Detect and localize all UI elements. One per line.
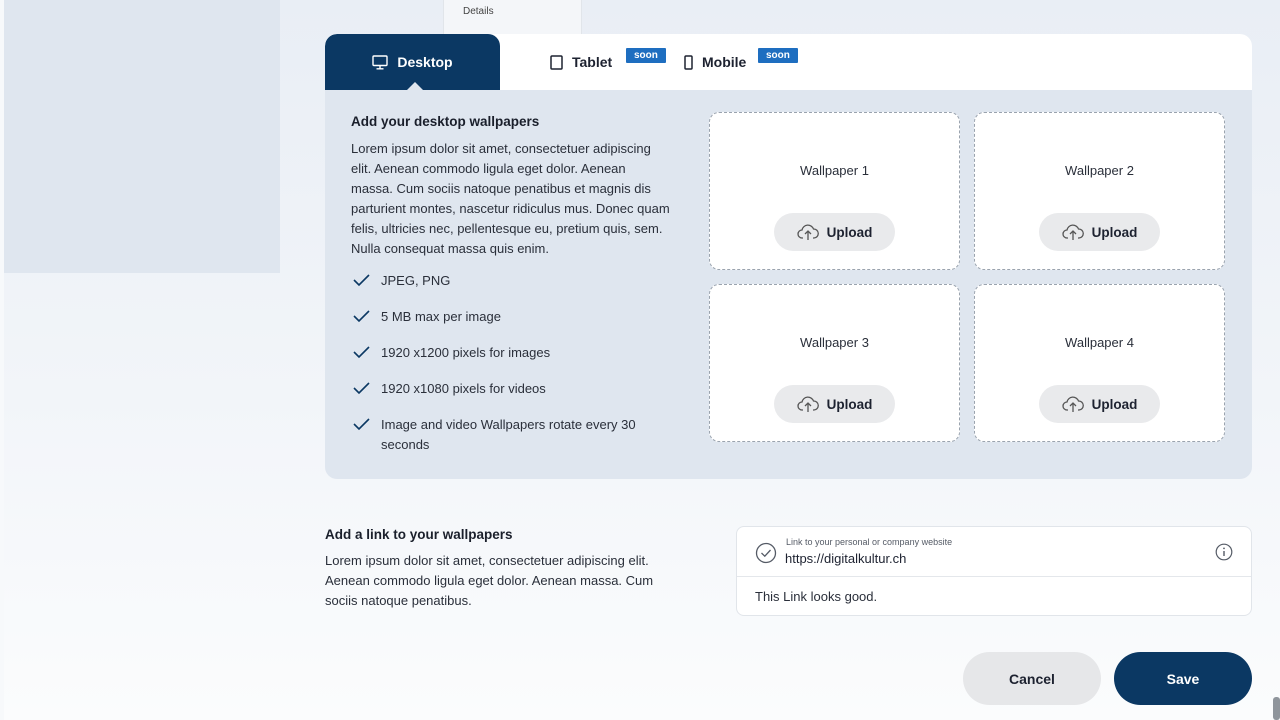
- wallpaper-title: Wallpaper 1: [800, 163, 869, 178]
- device-tabbar: [325, 34, 1252, 90]
- save-button[interactable]: Save: [1114, 652, 1252, 705]
- cloud-upload-icon: [797, 223, 819, 241]
- upload-label: Upload: [1091, 396, 1138, 412]
- tablet-icon: [550, 55, 563, 70]
- check-icon: [353, 273, 370, 287]
- requirement-text: Image and video Wallpapers rotate every 30 seconds: [381, 417, 636, 452]
- link-title: Add a link to your wallpapers: [325, 527, 513, 542]
- wallpaper-slot-1[interactable]: [709, 112, 960, 270]
- website-link-input[interactable]: [785, 551, 1205, 566]
- requirement-item: [351, 307, 671, 343]
- side-panel: [4, 0, 280, 273]
- wallpaper-title: Wallpaper 4: [1065, 335, 1134, 350]
- link-status-message: This Link looks good.: [755, 589, 878, 604]
- link-field-label: Link to your personal or company website: [786, 537, 953, 547]
- link-section-description: [325, 527, 675, 611]
- tab-mobile-label: Mobile: [702, 54, 747, 70]
- wallpaper-title: Wallpaper 3: [800, 335, 869, 350]
- check-circle-icon: [755, 542, 777, 564]
- upload-label: Upload: [826, 224, 873, 240]
- check-icon: [353, 417, 370, 431]
- requirement-item: [351, 271, 671, 307]
- requirement-text: 1920 x1080 pixels for videos: [381, 381, 546, 396]
- tablet-soon-badge: soon: [626, 48, 666, 63]
- info-icon[interactable]: [1215, 543, 1233, 561]
- link-field: [737, 527, 1251, 577]
- tab-tablet-label: Tablet: [572, 54, 613, 70]
- mobile-icon: [684, 55, 693, 70]
- requirement-item: [351, 415, 671, 459]
- requirement-item: [351, 379, 671, 415]
- upload-button[interactable]: [1039, 385, 1160, 423]
- check-icon: [353, 309, 370, 323]
- link-input-box: [736, 526, 1252, 616]
- desktop-title: Add your desktop wallpapers: [351, 114, 540, 129]
- upload-button[interactable]: [774, 213, 895, 251]
- requirements-list: [351, 271, 671, 459]
- desktop-description: [351, 114, 671, 259]
- scrollbar-thumb[interactable]: [1273, 697, 1280, 720]
- upload-button[interactable]: [1039, 213, 1160, 251]
- wallpaper-slot-2[interactable]: [974, 112, 1225, 270]
- upload-label: Upload: [1091, 224, 1138, 240]
- monitor-icon: [372, 55, 388, 70]
- wallpaper-slot-4[interactable]: [974, 284, 1225, 442]
- upload-label: Upload: [826, 396, 873, 412]
- desktop-text: Lorem ipsum dolor sit amet, consectetuer adipiscing elit. Aenean commodo ligula eget dolor. Aenean massa. Cum sociis natoque penatibus et magnis dis parturient montes, nascetur ridiculus mus. Donec quam felis, ultricies nec, pellentesque eu, pretium quis, sem. Nulla consequat massa quis enim.: [351, 141, 670, 256]
- tab-tablet[interactable]: [550, 34, 612, 90]
- cancel-button[interactable]: Cancel: [963, 652, 1101, 705]
- link-text: Lorem ipsum dolor sit amet, consectetuer adipiscing elit. Aenean commodo ligula eget dolor. Aenean massa. Cum sociis natoque penatibus.: [325, 553, 654, 608]
- details-tab-label: Details: [463, 6, 494, 17]
- tab-desktop[interactable]: [325, 34, 500, 90]
- cloud-upload-icon: [1062, 223, 1084, 241]
- details-tab[interactable]: [443, 0, 582, 34]
- wallpaper-title: Wallpaper 2: [1065, 163, 1134, 178]
- tab-mobile[interactable]: [684, 34, 746, 90]
- upload-button[interactable]: [774, 385, 895, 423]
- check-icon: [353, 381, 370, 395]
- cloud-upload-icon: [1062, 395, 1084, 413]
- mobile-soon-badge: soon: [758, 48, 798, 63]
- check-icon: [353, 345, 370, 359]
- cloud-upload-icon: [797, 395, 819, 413]
- requirement-text: JPEG, PNG: [381, 273, 451, 288]
- requirement-item: [351, 343, 671, 379]
- wallpaper-card: [325, 34, 1252, 479]
- requirement-text: 5 MB max per image: [381, 309, 501, 324]
- tab-desktop-label: Desktop: [397, 54, 453, 70]
- wallpaper-slot-3[interactable]: [709, 284, 960, 442]
- requirement-text: 1920 x1200 pixels for images: [381, 345, 551, 360]
